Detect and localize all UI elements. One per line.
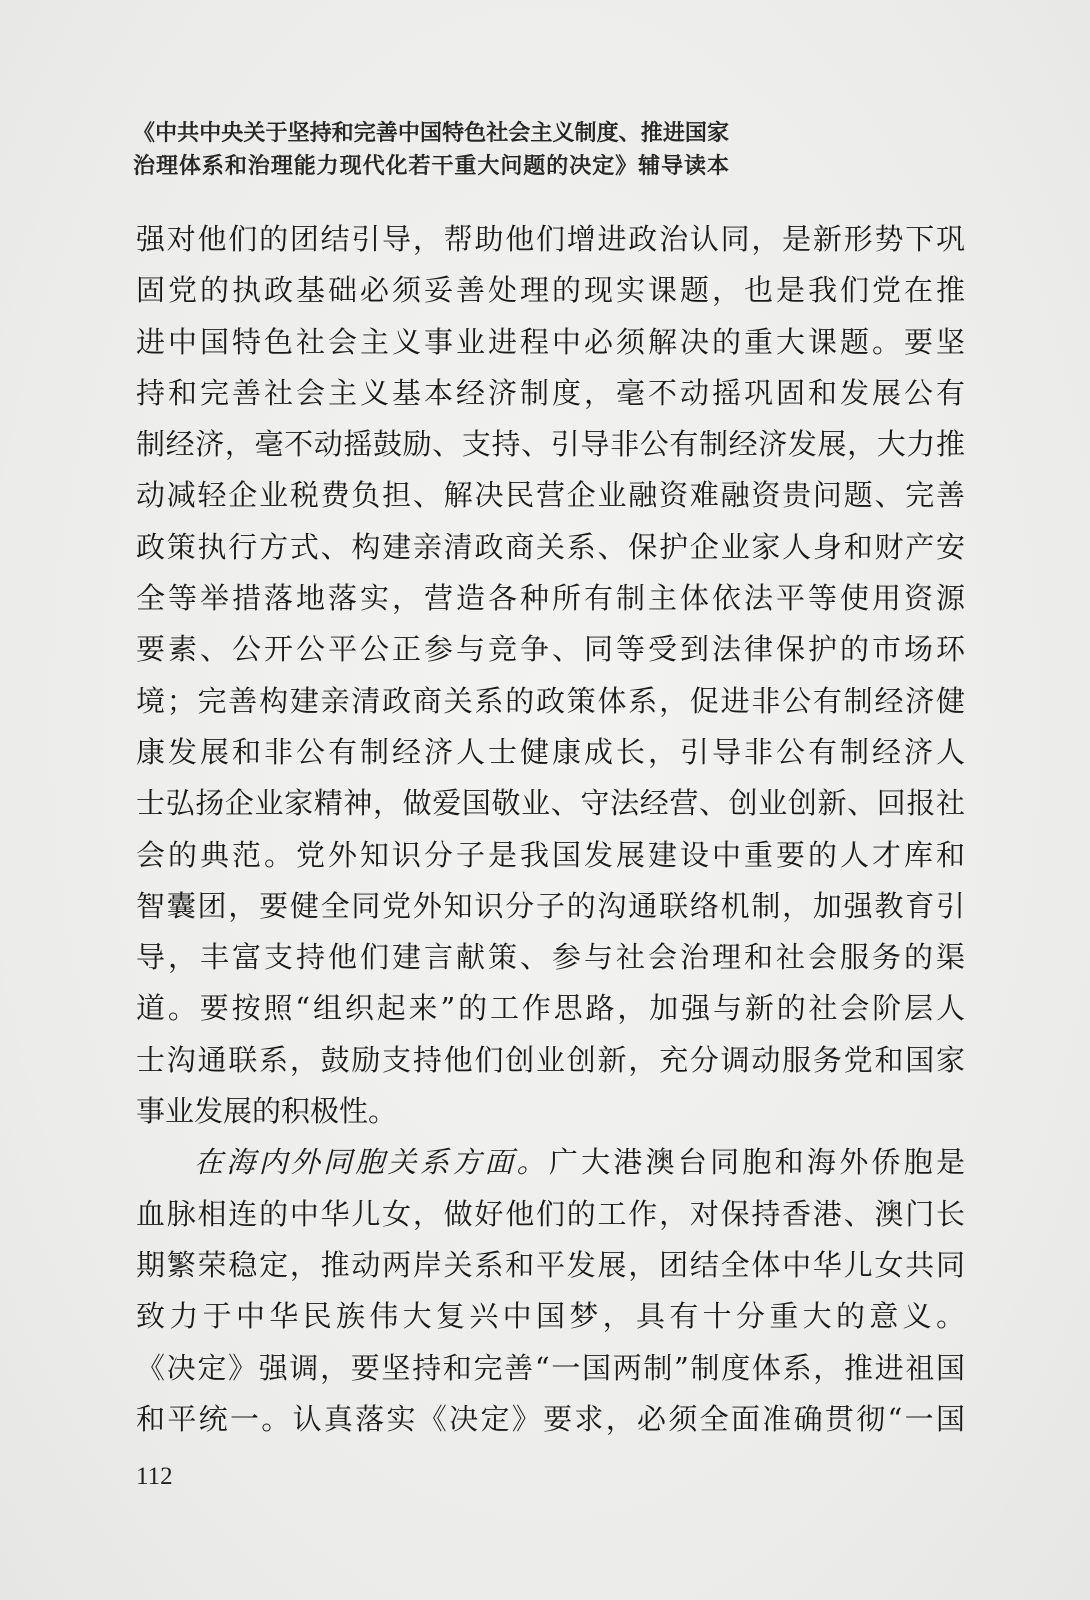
text-line: 进中国特色社会主义事业进程中必须解决的重大课题。要坚: [136, 324, 965, 359]
text-run: 广大港澳台同胞和海外侨胞是: [548, 1145, 965, 1180]
text-line: [136, 1137, 965, 1188]
text-line: 和平统一。认真落实《决定》要求，必须全面准确贯彻“一国: [136, 1401, 965, 1436]
text-line: 智囊团，要健全同党外知识分子的沟通联络机制，加强教育引: [136, 888, 965, 923]
text-line: 固党的执政基础必须妥善处理的现实课题，也是我们党在推: [136, 273, 965, 308]
text-line: 血脉相连的中华儿女，做好他们的工作，对保持香港、澳门长: [136, 1196, 965, 1231]
text-line: 士沟通联系，鼓励支持他们创业创新，充分调动服务党和国家: [136, 1042, 965, 1077]
text-line: 康发展和非公有制经济人士健康成长，引导非公有制经济人: [136, 734, 965, 769]
text-line: 致力于中华民族伟大复兴中国梦，具有十分重大的意义。: [136, 1299, 965, 1334]
paragraph: [136, 214, 965, 1137]
text-line: 事业发展的积极性。: [136, 1094, 398, 1129]
text-line: 要素、公开公平公正参与竞争、同等受到法律保护的市场环: [136, 632, 965, 667]
section-lead: 在海内外同胞关系方面。: [194, 1145, 549, 1180]
text-line: 期繁荣稳定，推动两岸关系和平发展，团结全体中华儿女共同: [136, 1247, 965, 1282]
text-line: 持和完善社会主义基本经济制度，毫不动摇巩固和发展公有: [136, 375, 965, 410]
text-line: 动减轻企业税费负担、解决民营企业融资难融资贵问题、完善: [136, 478, 965, 513]
running-header-line: 《中共中央关于坚持和完善中国特色社会主义制度、推进国家: [133, 120, 729, 145]
running-header-line: 治理体系和治理能力现代化若干重大问题的决定》辅导读本: [133, 153, 729, 178]
text-line: 全等举措落地落实，营造各种所有制主体依法平等使用资源: [136, 581, 965, 616]
running-header: [133, 116, 729, 182]
body-text: [136, 214, 965, 1445]
page-number: 112: [136, 1463, 173, 1490]
text-line: 导，丰富支持他们建言献策、参与社会治理和社会服务的渠: [136, 940, 965, 975]
paragraph: [136, 1137, 965, 1445]
text-line: 制经济，毫不动摇鼓励、支持、引导非公有制经济发展，大力推: [136, 427, 965, 462]
text-line: 《决定》强调，要坚持和完善“一国两制”制度体系，推进祖国: [136, 1350, 965, 1385]
text-line: 政策执行方式、构建亲清政商关系、保护企业家人身和财产安: [136, 529, 965, 564]
text-line: 道。要按照“组织起来”的工作思路，加强与新的社会阶层人: [136, 991, 965, 1026]
text-line: 强对他们的团结引导，帮助他们增进政治认同，是新形势下巩: [136, 222, 965, 256]
text-line: 会的典范。党外知识分子是我国发展建设中重要的人才库和: [136, 837, 965, 872]
text-line: 士弘扬企业家精神，做爱国敬业、守法经营、创业创新、回报社: [136, 786, 965, 821]
text-line: 境；完善构建亲清政商关系的政策体系，促进非公有制经济健: [136, 683, 965, 718]
